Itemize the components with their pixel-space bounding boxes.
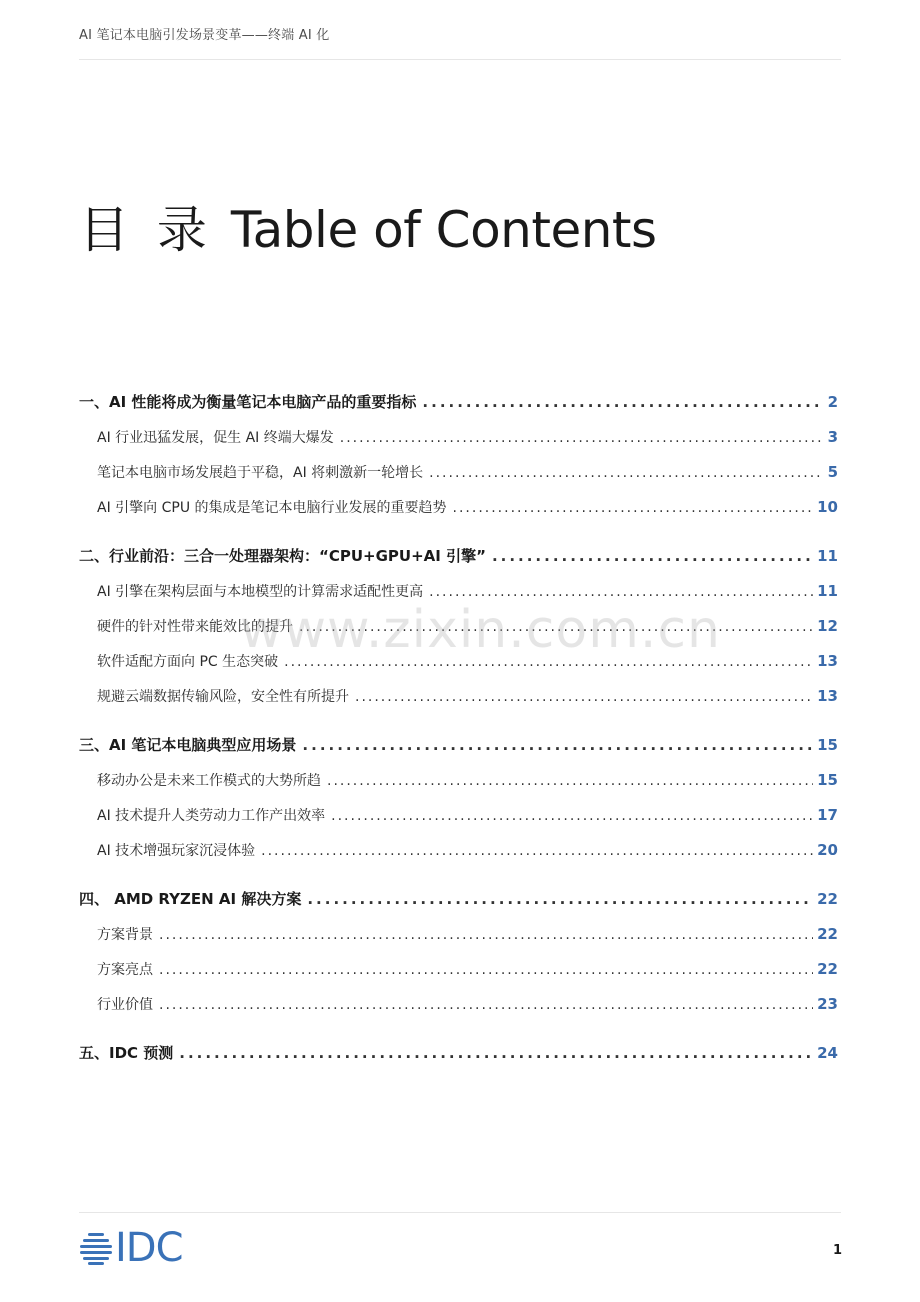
page-number: 1 (833, 1243, 843, 1258)
toc-subsection-row[interactable] (79, 987, 838, 1022)
toc-entry-label: 五、IDC 预测 (79, 1044, 174, 1062)
toc-subsection-row[interactable] (79, 763, 838, 798)
toc-page-number: 22 (817, 960, 838, 978)
toc-entry-label: AI 行业迅猛发展，促生 AI 终端大爆发 (97, 430, 334, 446)
toc-subsection-row[interactable] (79, 420, 838, 455)
toc-entry-label: 一、AI 性能将成为衡量笔记本电脑产品的重要指标 (79, 393, 417, 411)
table-of-contents (79, 385, 838, 1071)
toc-subsection-row[interactable] (79, 455, 838, 490)
toc-entry-label: 行业价值 (97, 997, 153, 1013)
toc-entry-label: AI 技术增强玩家沉浸体验 (97, 843, 256, 859)
toc-section-row[interactable] (79, 385, 838, 420)
running-header: AI 笔记本电脑引发场景变革——终端 AI 化 (79, 28, 330, 43)
title-chinese: 目 录 (79, 201, 213, 259)
toc-entry-label: 方案背景 (97, 927, 153, 943)
toc-dot-leader (422, 385, 823, 420)
footer-divider (79, 1212, 841, 1213)
page-title (79, 190, 657, 262)
toc-page-number: 20 (817, 841, 838, 859)
toc-dot-leader (492, 539, 813, 574)
toc-subsection-row[interactable] (79, 798, 838, 833)
toc-page-number: 2 (827, 393, 838, 411)
toc-subsection-row[interactable] (79, 917, 838, 952)
toc-subsection-row[interactable] (79, 490, 838, 525)
toc-page-number: 24 (817, 1044, 838, 1062)
toc-page-number: 15 (817, 736, 838, 754)
toc-dot-leader (302, 728, 813, 763)
toc-section-row[interactable] (79, 728, 838, 763)
toc-page-number: 13 (817, 652, 838, 670)
toc-entry-label: 规避云端数据传输风险，安全性有所提升 (97, 689, 349, 705)
toc-entry-label: 二、行业前沿：三合一处理器架构：“CPU+GPU+AI 引擎” (79, 547, 486, 565)
title-english: Table of Contents (230, 201, 657, 259)
toc-page-number: 11 (817, 547, 838, 565)
idc-logo (79, 1225, 194, 1271)
header-divider (79, 59, 841, 60)
toc-dot-leader (159, 988, 813, 1023)
toc-dot-leader (340, 421, 824, 456)
toc-entry-label: AI 引擎在架构层面与本地模型的计算需求适配性更高 (97, 584, 424, 600)
toc-subsection-row[interactable] (79, 679, 838, 714)
toc-page-number: 15 (817, 771, 838, 789)
toc-section-row[interactable] (79, 1036, 838, 1071)
toc-subsection-row[interactable] (79, 833, 838, 868)
toc-page-number: 23 (817, 995, 838, 1013)
toc-entry-label: 方案亮点 (97, 962, 153, 978)
toc-dot-leader (159, 953, 813, 988)
watermark: www.zixin.com.cn (240, 600, 721, 660)
toc-section-row[interactable] (79, 882, 838, 917)
toc-dot-leader (453, 491, 814, 526)
toc-dot-leader (429, 456, 823, 491)
toc-entry-label: 四、 AMD RYZEN AI 解决方案 (79, 890, 302, 908)
toc-entry-label: 移动办公是未来工作模式的大势所趋 (97, 773, 321, 789)
toc-entry-label: AI 引擎向 CPU 的集成是笔记本电脑行业发展的重要趋势 (97, 500, 447, 516)
toc-page-number: 10 (817, 498, 838, 516)
toc-page-number: 22 (817, 890, 838, 908)
toc-entry-label: 软件适配方面向 PC 生态突破 (97, 654, 279, 670)
toc-dot-leader (327, 764, 813, 799)
toc-dot-leader (261, 834, 813, 869)
toc-dot-leader (307, 882, 813, 917)
toc-entry-label: 笔记本电脑市场发展趋于平稳，AI 将刺激新一轮增长 (97, 465, 424, 481)
toc-entry-label: 硬件的针对性带来能效比的提升 (97, 619, 293, 635)
toc-dot-leader (331, 799, 813, 834)
toc-page-number: 13 (817, 687, 838, 705)
toc-dot-leader (159, 918, 813, 953)
toc-entry-label: 三、AI 笔记本电脑典型应用场景 (79, 736, 297, 754)
toc-dot-leader (355, 680, 813, 715)
toc-subsection-row[interactable] (79, 952, 838, 987)
toc-page-number: 3 (827, 428, 838, 446)
toc-page-number: 12 (817, 617, 838, 635)
toc-page-number: 5 (827, 463, 838, 481)
toc-page-number: 17 (817, 806, 838, 824)
toc-entry-label: AI 技术提升人类劳动力工作产出效率 (97, 808, 326, 824)
toc-page-number: 22 (817, 925, 838, 943)
idc-globe-icon (79, 1231, 113, 1265)
toc-section-row[interactable] (79, 539, 838, 574)
toc-page-number: 11 (817, 582, 838, 600)
logo-text: IDC (115, 1225, 183, 1271)
toc-dot-leader (179, 1036, 813, 1071)
